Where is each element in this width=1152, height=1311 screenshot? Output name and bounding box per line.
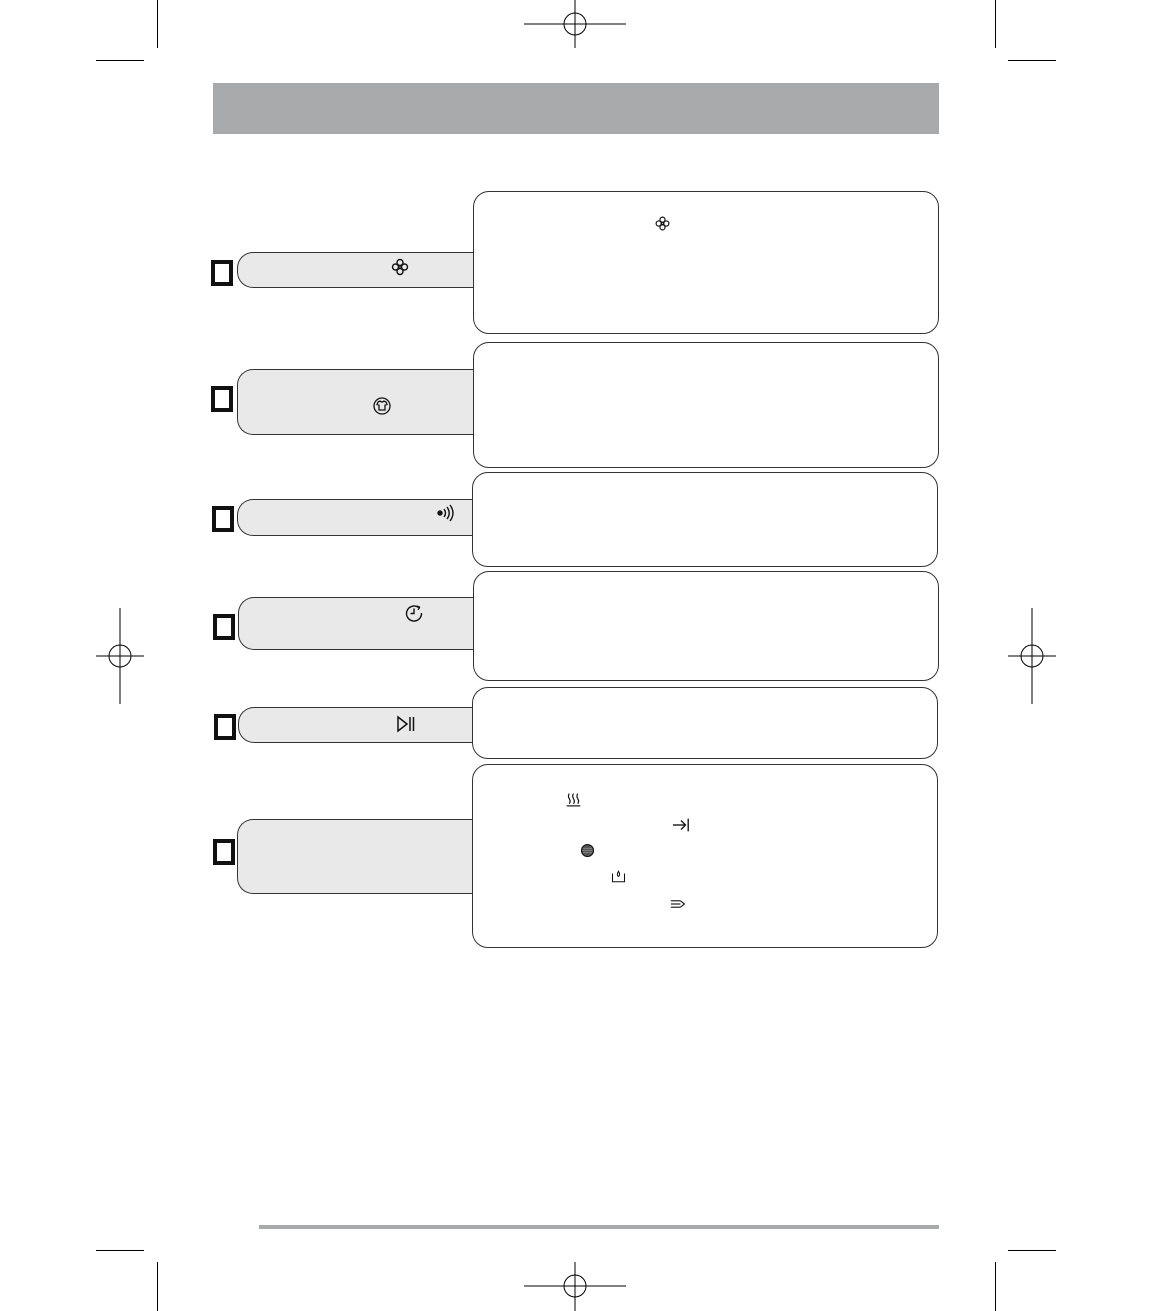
arrow-to-bar-icon <box>672 816 690 834</box>
description-box-5 <box>472 687 938 759</box>
beep-icon <box>436 503 456 523</box>
water-tank-icon <box>611 869 626 884</box>
row-number-box-6 <box>213 839 235 865</box>
row-number-box-1 <box>211 260 233 286</box>
control-tab-5 <box>238 707 472 743</box>
filter-dot-icon <box>580 843 595 858</box>
fan-dry-icon <box>390 257 410 277</box>
description-box-6 <box>472 764 938 948</box>
control-tab-1 <box>237 252 473 288</box>
crop-mark-tl-h <box>96 60 144 61</box>
crop-mark-tr-v <box>995 0 996 48</box>
wrinkle-care-icon <box>372 396 392 416</box>
row-number-box-5 <box>214 714 236 740</box>
description-box-1 <box>473 191 939 334</box>
description-box-3 <box>472 472 938 567</box>
row-number-box-4 <box>213 614 235 640</box>
control-tab-2 <box>237 369 473 435</box>
row-number-box-2 <box>211 386 233 412</box>
cool-air-icon <box>670 896 686 912</box>
header-band <box>213 83 939 134</box>
steam-heat-icon <box>565 791 582 808</box>
crop-mark-bl-h <box>96 1250 144 1251</box>
crop-mark-tr-h <box>1008 60 1056 61</box>
registration-target-right <box>1008 608 1056 704</box>
registration-target-top <box>524 0 626 48</box>
row-number-box-3 <box>212 506 234 532</box>
control-tab-6 <box>237 819 472 894</box>
registration-target-left <box>96 608 144 704</box>
crop-mark-bl-v <box>157 1262 158 1311</box>
fan-dry-icon <box>654 215 671 232</box>
footer-rule <box>259 1225 939 1229</box>
control-tab-4 <box>238 597 473 650</box>
crop-mark-tl-v <box>157 0 158 48</box>
control-tab-3 <box>237 499 473 536</box>
start-pause-icon <box>396 714 416 734</box>
description-box-2 <box>473 342 939 468</box>
timer-icon <box>404 603 424 623</box>
crop-mark-br-h <box>1008 1250 1056 1251</box>
crop-mark-br-v <box>995 1262 996 1311</box>
registration-target-bottom <box>524 1262 626 1311</box>
description-box-4 <box>473 571 939 681</box>
